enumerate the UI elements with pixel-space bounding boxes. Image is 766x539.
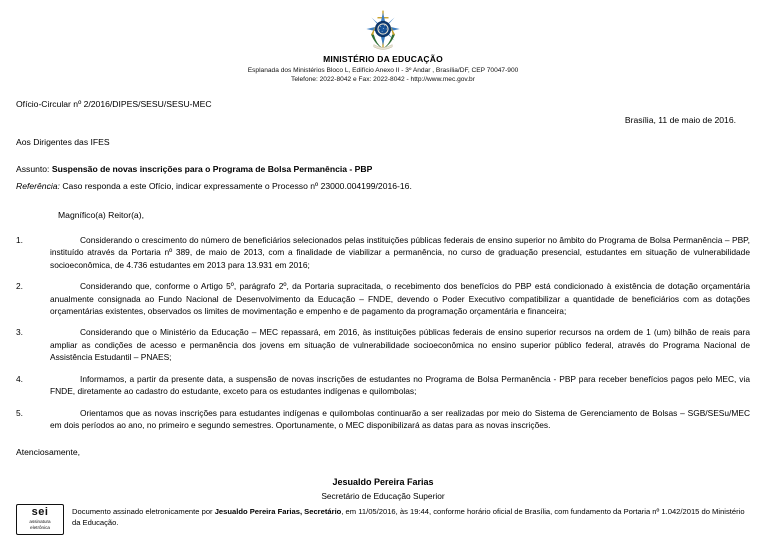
ministry-name: MINISTÉRIO DA EDUCAÇÃO — [323, 54, 443, 64]
reference-value: Caso responda a este Ofício, indicar expressamente o Processo nº 23000.004199/2016-16. — [62, 180, 412, 191]
signer-name: Jesualdo Pereira Farias — [332, 477, 434, 488]
subject-label: Assunto: — [16, 163, 50, 174]
subject-value: Suspensão de novas inscrições para o Programa de Bolsa Permanência - PBP — [51, 163, 373, 174]
document-meta — [16, 98, 750, 125]
sei-word: sei — [31, 505, 49, 518]
paragraph — [16, 407, 750, 432]
paragraph-text: Orientamos que as novas inscrições para estudantes indígenas e quilombolas continuarão a ser realizadas por meio do Sistema de Gerenciamento de Bolsas – SGB/SESu/MEC em dois períodos ao ano, no primeiro e segundo semestres. Oportunamente, o MEC disponibilizará as datas para as novas inscrições. — [50, 407, 750, 431]
sei-signature-text — [72, 504, 750, 528]
closing: Atenciosamente, — [16, 447, 81, 458]
paragraph-text: Considerando que o Ministério da Educação – MEC repassará, em 2016, às instituições públicas federais de ensino superior recursos na ordem de 1 (um) bilhão de reais para ampliar as condições de acesso e permanência dos jovens em situação de vulnerabilidade socioeconômica no ensino superior público federal, através do Programa Nacional de Assistência Estudantil – PNAES; — [50, 327, 750, 363]
sei-stamp-icon — [16, 504, 64, 535]
reference-label: Referência: — [16, 180, 60, 191]
phone-line: Telefone: 2022-8042 e Fax: 2022-8042 - http://www.mec.gov.br — [291, 75, 475, 83]
paragraph — [16, 373, 750, 398]
ministry-address — [16, 67, 750, 85]
signature-block — [16, 477, 750, 501]
addressee: Aos Dirigentes das IFES — [16, 136, 110, 147]
sei-subtitle-line1: assinatura — [29, 518, 51, 524]
paragraph-number: 1. — [16, 234, 23, 245]
paragraph-number: 2. — [16, 281, 23, 292]
document-body — [16, 234, 750, 432]
paragraph-number: 4. — [16, 373, 23, 384]
sei-subtitle-line2: eletrônica — [30, 525, 50, 531]
place-and-date: Brasília, 11 de maio de 2016. — [624, 114, 736, 125]
greeting: Magnífico(a) Reitor(a), — [58, 209, 144, 220]
sei-text-part1: Documento assinado eletronicamente por — [72, 506, 215, 516]
coat-of-arms-icon — [360, 6, 406, 52]
sei-footer — [16, 504, 750, 535]
paragraph — [16, 326, 750, 363]
paragraph-text: Considerando o crescimento do número de beneficiários selecionados pelas instituições públicas federais de ensino superior no âmbito do Programa de Bolsa Permanência – PBP, instituído através da Portaria nº 389, de maio de 2013, com a finalidade de viabilizar a permanência, no curso de graduação presencial, estudantes em situação de vulnerabilidade socioeconômica, de 4.736 estudantes em 2013 para 13.931 em 2016; — [50, 234, 750, 270]
signer-role: Secretário de Educação Superior — [321, 491, 445, 502]
paragraph-number: 5. — [16, 407, 23, 418]
paragraph — [16, 234, 750, 271]
reference-line — [16, 181, 750, 191]
document-header — [16, 0, 750, 85]
oficio-number: Ofício-Circular nº 2/2016/DIPES/SESU/SESU-MEC — [16, 98, 212, 109]
paragraph-number: 3. — [16, 327, 23, 338]
sei-signer: Jesualdo Pereira Farias, Secretário — [214, 506, 342, 516]
paragraph — [16, 280, 750, 317]
subject-line — [16, 164, 750, 174]
sei-text-part2: , em 11/05/2016, às 19:44, conforme horário oficial de Brasília, com fundamento da Portaria nº 1.042/2015 do Ministério da Educação. — [72, 506, 745, 527]
paragraph-text: Informamos, a partir da presente data, a suspensão de novas inscrições de estudantes no Programa de Bolsa Permanência - PBP para receber benefícios pagos pelo MEC, via FNDE, diretamente ao cadastro do estudante, exceto para os estudantes indígenas e quilombolas; — [50, 373, 750, 397]
paragraph-text: Considerando que, conforme o Artigo 5º, parágrafo 2º, da Portaria supracitada, o recebimento dos benefícios do PBP está condicionado à existência de dotação orçamentária anualmente consignada ao Fundo Nacional de Desenvolvimento da Educação – FNDE, devendo o Poder Executivo compatibilizar a quantidade de beneficiários com as dotações orçamentárias existentes, observados os limites de movimentação e empenho e de pagamento da programação orçamentária e financeira; — [50, 281, 750, 316]
address-line: Esplanada dos Ministérios Bloco L, Edifício Anexo II - 3º Andar , Brasília/DF, CEP 70047-900 — [247, 67, 519, 74]
